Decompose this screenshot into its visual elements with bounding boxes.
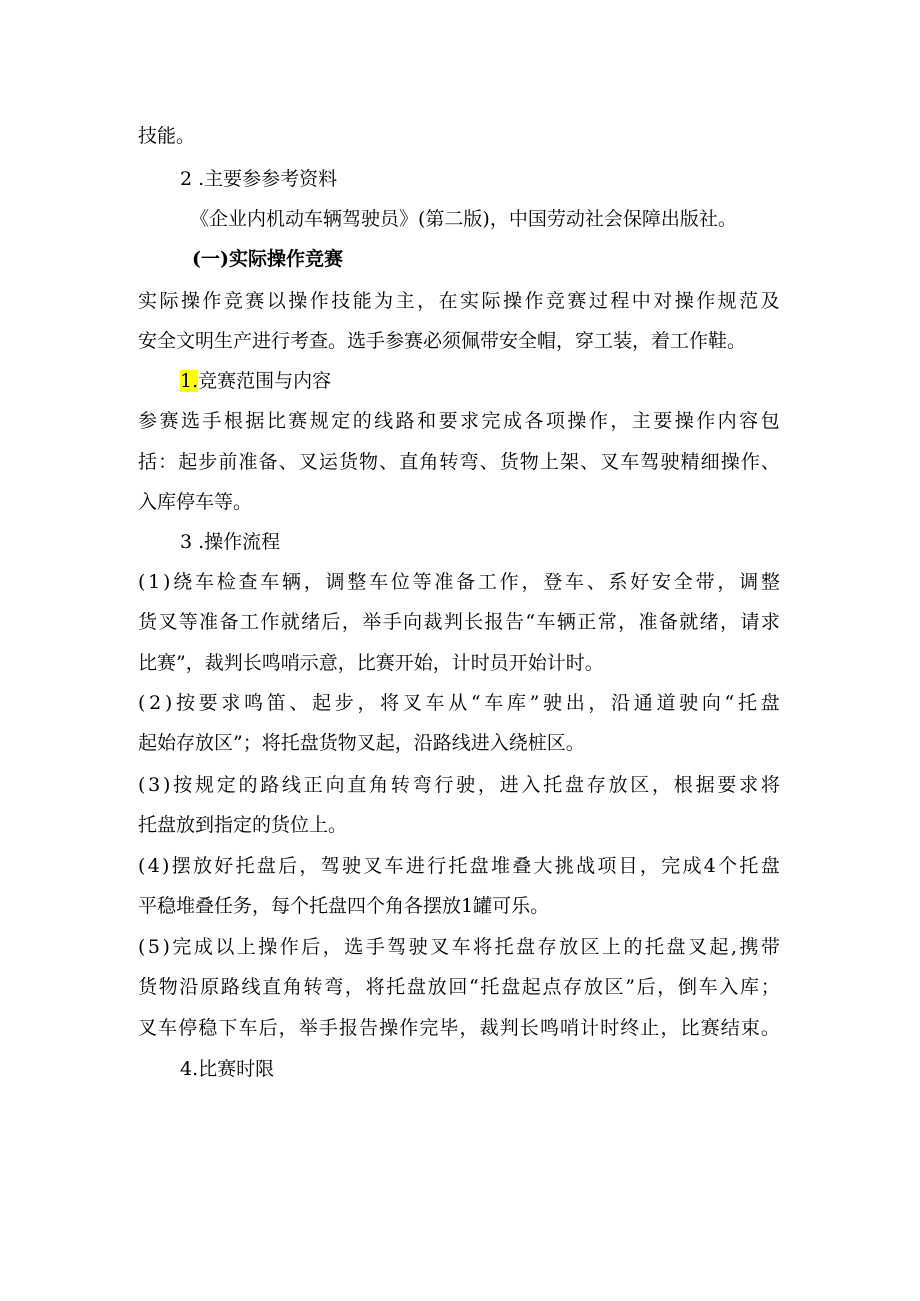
- paragraph-line: 叉 车 停 稳 下 车 后 ， 举 手 报 告 操 作 完 毕 ， 裁 判 长 鸣 哨 计 时 终 止 ， 比 赛 结 束 。: [138, 1017, 780, 1039]
- subsection-title: 竞赛范围与内容: [198, 370, 332, 392]
- paragraph-line: ( 4 ) 摆 放 好 托 盘 后 ， 驾 驶 叉 车 进 行 托 盘 堆 叠 大 挑 战 项 目 ， 完 成 4 个 托 盘: [138, 855, 780, 877]
- section-heading: 4.比赛时限: [180, 1058, 275, 1080]
- reference-citation: 《企业内机动车辆驾驶员》(第二版)，中国劳动社会保障出版社。: [190, 208, 737, 230]
- paragraph-line: 托盘放到指定的货位上。: [138, 814, 348, 836]
- paragraph-line: 入库停车等。: [138, 491, 253, 513]
- section-heading-bold: (一)实际操作竞赛: [192, 248, 343, 270]
- section-heading: 3 .操作流程: [180, 531, 281, 553]
- paragraph-line: 货 物 沿 原 路 线 直 角 转 弯 ， 将 托 盘 放 回 “ 托 盘 起 点 存 放 区 ” 后 ， 倒 车 入 库 ；: [138, 976, 780, 998]
- paragraph-line: 起始存放区”；将托盘货物叉起，沿路线进入绕桩区。: [138, 732, 585, 754]
- section-heading: 2 .主要参参考资料: [180, 168, 338, 190]
- paragraph-line: 实 际 操 作 竞 赛 以 操 作 技 能 为 主 ， 在 实 际 操 作 竞 赛 过 程 中 对 操 作 规 范 及: [138, 290, 780, 312]
- paragraph-line: ( 2 ) 按 要 求 鸣 笛 、 起 步 ， 将 叉 车 从 “ 车 库 ” 驶 出 ， 沿 通 道 驶 向 “ 托 盘: [138, 692, 780, 714]
- paragraph-line: ( 5 ) 完 成 以 上 操 作 后 ， 选 手 驾 驶 叉 车 将 托 盘 存 放 区 上 的 托 盘 叉 起 , 携 带: [138, 936, 780, 958]
- paragraph-line: ( 3 ) 按 规 定 的 路 线 正 向 直 角 转 弯 行 驶 ， 进 入 托 盘 存 放 区 ， 根 据 要 求 将: [138, 774, 780, 796]
- subsection-heading: [180, 369, 331, 393]
- paragraph-line: ( 1 ) 绕 车 检 查 车 辆 ， 调 整 车 位 等 准 备 工 作 ， 登 车 、 系 好 安 全 带 ， 调 整: [138, 571, 780, 593]
- paragraph-line: 安全文明生产进行考查。选手参赛必须佩带安全帽，穿工装，着工作鞋。: [138, 330, 747, 352]
- paragraph-line: 平稳堆叠任务，每个托盘四个角各摆放1罐可乐。: [138, 895, 550, 917]
- text-line: 技能。: [138, 125, 196, 147]
- highlighted-number: 1.: [180, 370, 199, 392]
- paragraph-line: 货 叉 等 准 备 工 作 就 绪 后 ， 举 手 向 裁 判 长 报 告 “ 车 辆 正 常 ， 准 备 就 绪 ， 请 求: [138, 611, 780, 633]
- paragraph-line: 比赛”，裁判长鸣哨示意，比赛开始，计时员开始计时。: [138, 652, 604, 674]
- paragraph-line: 括 ： 起 步 前 准 备 、 叉 运 货 物 、 直 角 转 弯 、 货 物 上 架 、 叉 车 驾 驶 精 细 操 作 、: [138, 451, 780, 473]
- paragraph-line: 参 赛 选 手 根 据 比 赛 规 定 的 线 路 和 要 求 完 成 各 项 操 作 ， 主 要 操 作 内 容 包: [138, 410, 780, 432]
